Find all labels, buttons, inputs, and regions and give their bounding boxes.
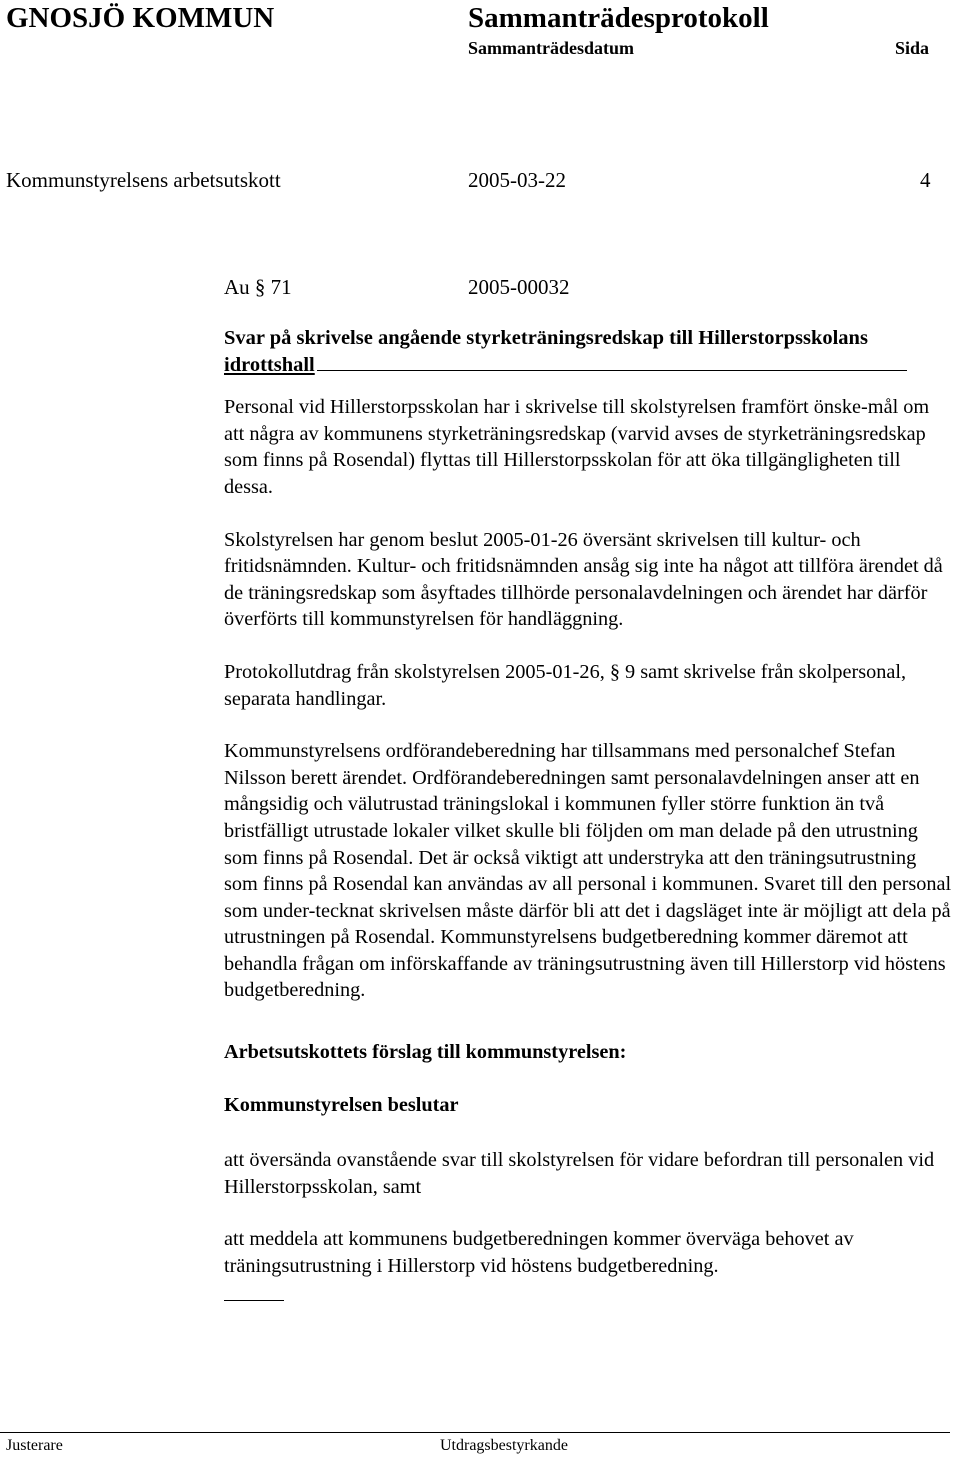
signature-label: Justerare (6, 1437, 63, 1454)
case-number: 2005-00032 (468, 275, 570, 299)
footer-divider (0, 1432, 950, 1433)
paragraph-assessment: Kommunstyrelsens ordförandeberedning har tillsammans med personalchef Stefan Nilsson berett ärendet. Ordförandeberedningen samt personalavdelningen anser att en mångsidig och välutrustad träningslokal i kommunen fyller större funktion än två bristfälligt utrustade lokaler vilket skulle bli följden om man delade på den utrustning som finns på Rosendal. Det är också viktigt att understryka att den träningsutrustning som finns på Rosendal kan användas av all personal i kommunen. Svaret till den personal som under-tecknat skrivelsen måste därför bli att det i dagsläget inte är möjligt att dela på utrustningen på Rosendal. Kommunstyrelsens budgetberedning kommer däremot att behandla frågan om införskaffande av träningsutrustning även till Hillerstorp vid höstens budgetberedning. (224, 740, 952, 1002)
page-number: 4 (920, 168, 931, 192)
proposal-heading: Arbetsutskottets förslag till kommunstyrelsen: (224, 1041, 627, 1064)
meeting-date-label: Sammanträdesdatum (468, 38, 635, 58)
committee-name: Kommunstyrelsens arbetsutskott (6, 168, 281, 192)
end-of-item-rule (224, 1300, 284, 1301)
item-body (224, 325, 952, 1301)
title-underline-rule (317, 369, 907, 371)
item-title-line1: Svar på skrivelse angående styrketräningsredskap till Hillerstorpsskolans (224, 327, 868, 349)
municipality-name: GNOSJÖ KOMMUN (6, 2, 275, 34)
paragraph-referral: Skolstyrelsen har genom beslut 2005-01-26 översänt skrivelsen till kultur- och fritidsnämnden. Kultur- och fritidsnämnden ansåg sig inte ha något att tillföra ärendet då de träningsredskap som åsyftades tillhörde personalavdelningen och ärendet har därför överförts till kommunstyrelsen för handläggning. (224, 528, 943, 631)
document-type-title: Sammanträdesprotokoll (468, 2, 769, 34)
paragraph-attachments: Protokollutdrag från skolstyrelsen 2005-01-26, § 9 samt skrivelse från skolpersonal, separata handlingar. (224, 660, 907, 710)
item-number: Au § 71 (224, 275, 292, 299)
decision-heading: Kommunstyrelsen beslutar (224, 1093, 459, 1116)
page-label: Sida (895, 38, 930, 58)
paragraph-background: Personal vid Hillerstorpsskolan har i skrivelse till skolstyrelsen framfört önske-mål om att några av kommunens styrketräningsredskap (varvid avses de styrketräningsredskap som finns på Rosendal) flyttas till Hillerstorpsskolan för att öka tillgängligheten till dessa. (224, 396, 930, 498)
decision-item: att meddela att kommunens budgetberedningen kommer överväga behovet av träningsutrustning i Hillerstorp vid höstens budgetberedning. (224, 1228, 854, 1278)
decision-item: att översända ovanstående svar till skolstyrelsen för vidare befordran till personalen vid Hillerstorpsskolan, samt (224, 1149, 935, 1198)
extract-certification-label: Utdragsbestyrkande (440, 1437, 568, 1454)
item-title (224, 325, 952, 378)
item-title-line2: idrottshall (224, 353, 315, 376)
meeting-date: 2005-03-22 (468, 168, 566, 192)
